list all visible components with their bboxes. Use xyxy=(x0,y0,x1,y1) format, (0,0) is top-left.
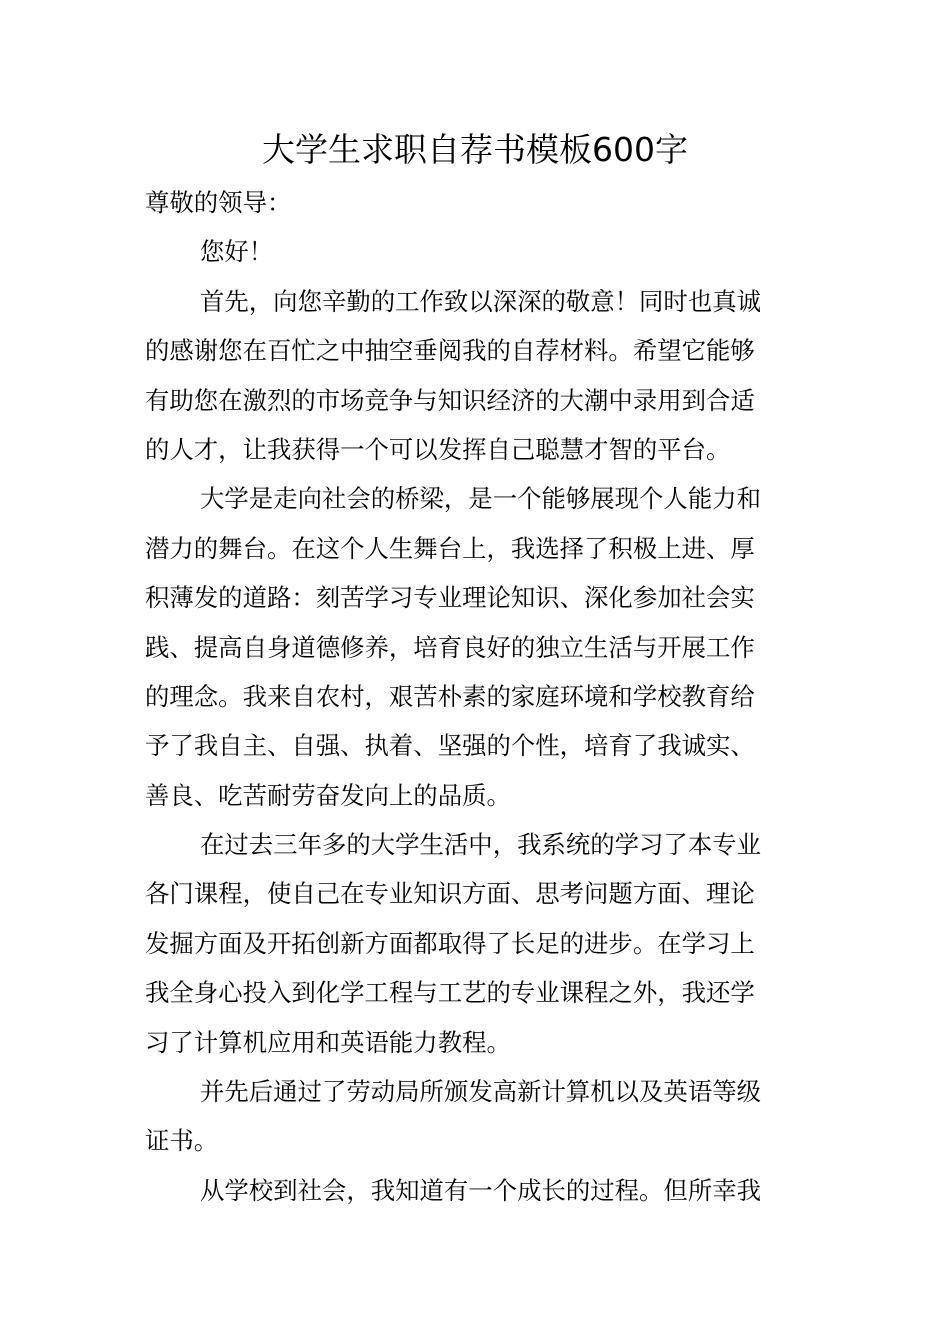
text-line: 潜力的舞台。在这个人生舞台上，我选择了积极上进、厚 xyxy=(145,533,755,563)
text-line: 践、提高自身道德修养，培育良好的独立生活与开展工作 xyxy=(145,632,755,662)
text-line: 的人才，让我获得一个可以发挥自己聪慧才智的平台。 xyxy=(145,434,731,464)
text-line: 首先，向您辛勤的工作致以深深的敬意！同时也真诚 xyxy=(200,286,761,316)
document-title: 大学生求职自荐书模板600字 xyxy=(262,130,688,169)
text-line: 的感谢您在百忙之中抽空垂阅我的自荐材料。希望它能够 xyxy=(145,336,755,366)
text-line: 大学是走向社会的桥梁，是一个能够展现个人能力和 xyxy=(200,484,761,514)
text-line: 从学校到社会，我知道有一个成长的过程。但所幸我 xyxy=(200,1175,761,1205)
text-line: 的理念。我来自农村，艰苦朴素的家庭环境和学校教育给 xyxy=(145,681,755,711)
document-body xyxy=(145,178,809,1215)
text-line: 发掘方面及开拓创新方面都取得了长足的进步。在学习上 xyxy=(145,928,755,958)
text-line: 我全身心投入到化学工程与工艺的专业课程之外，我还学 xyxy=(145,978,755,1008)
text-line: 在过去三年多的大学生活中，我系统的学习了本专业 xyxy=(200,830,761,860)
text-line: 积薄发的道路：刻苦学习专业理论知识、深化参加社会实 xyxy=(145,583,755,613)
text-line: 有助您在激烈的市场竞争与知识经济的大潮中录用到合适 xyxy=(145,385,755,415)
text-line: 并先后通过了劳动局所颁发高新计算机以及英语等级 xyxy=(200,1077,761,1107)
text-line: 尊敬的领导： xyxy=(145,188,292,217)
text-line: 各门课程，使自己在专业知识方面、思考问题方面、理论 xyxy=(145,879,755,909)
text-line: 证书。 xyxy=(145,1126,219,1156)
text-line: 习了计算机应用和英语能力教程。 xyxy=(145,1027,511,1057)
text-line: 善良、吃苦耐劳奋发向上的品质。 xyxy=(145,780,511,810)
text-line: 予了我自主、自强、执着、坚强的个性，培育了我诚实、 xyxy=(145,731,755,761)
text-line: 您好！ xyxy=(200,237,274,267)
